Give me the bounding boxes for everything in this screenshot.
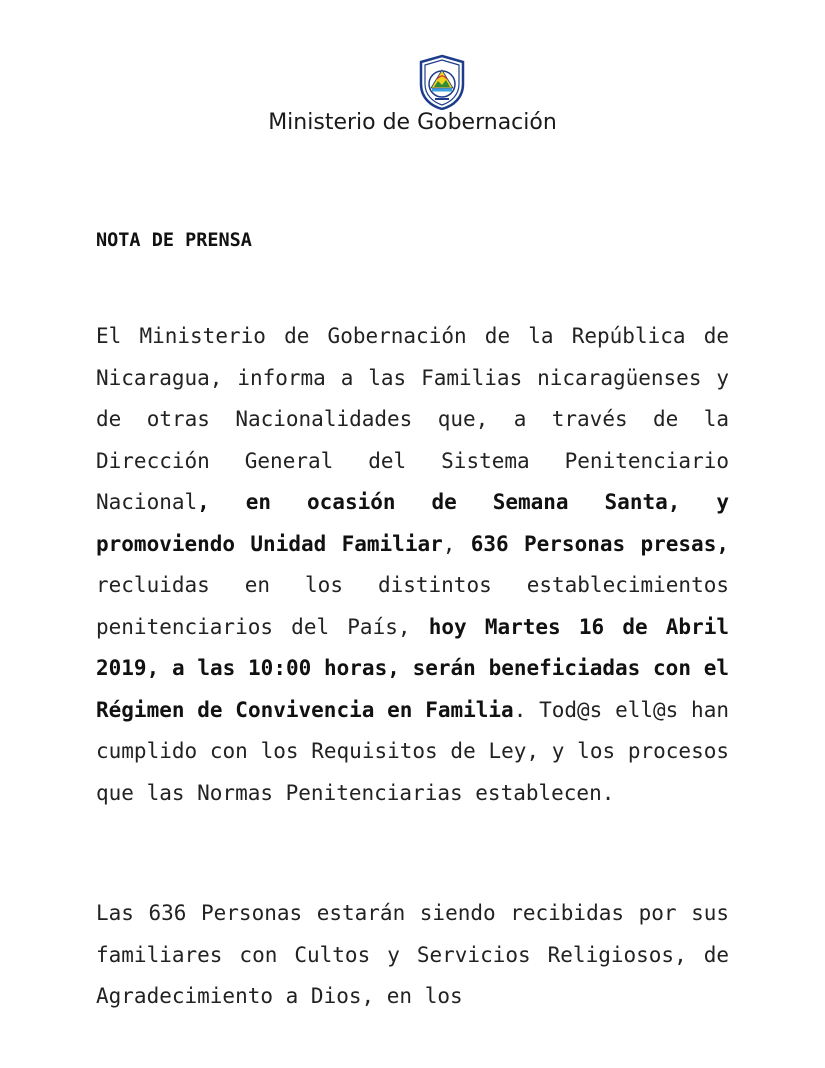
paragraph-1 [96, 316, 729, 814]
ministry-name: Ministerio de Gobernación [268, 110, 557, 135]
bold-run: , [197, 490, 246, 514]
coat-of-arms-shield-icon [419, 54, 465, 110]
bold-run: hoy Martes 16 de Abril 2019, a las 10:00 horas, serán beneficiadas con el Régimen de Convivencia en Familia [96, 614, 730, 722]
paragraph-2: Las 636 Personas estarán siendo recibidas por sus familiares con Cultos y Servicios Religiosos, de Agradecimiento a Dios, en los [96, 901, 729, 1008]
text-run: recluidas en los distintos establecimientos penitenciarios del País, [96, 573, 729, 639]
text-run: El Ministerio de Gobernación de la República de Nicaragua, informa a las Familias nicaragüenses y de otras Nacionalidades que, a través de la Dirección General del Sistema Penitenciario Nacional [96, 324, 729, 514]
text-run: . Tod@s ell@s han cumplido con los Requisitos de Ley, y los procesos que las Normas Penitenciarias establecen. [96, 697, 729, 805]
press-release-heading: NOTA DE PRENSA [96, 230, 252, 251]
bold-run: 636 Personas presas, [470, 531, 729, 556]
text-run: , [442, 531, 471, 556]
bold-run: en ocasión de Semana Santa, y promoviendo Unidad Familiar [96, 490, 729, 556]
